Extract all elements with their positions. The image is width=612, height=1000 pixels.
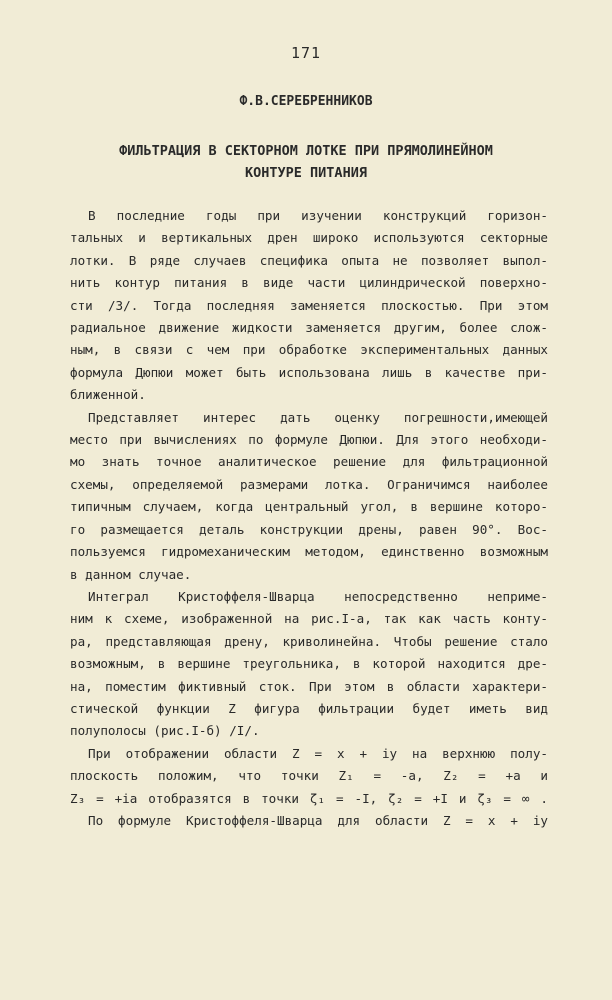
title-line: КОНТУРЕ ПИТАНИЯ — [245, 165, 367, 181]
text-line: го размещается деталь конструкции дрены, равен 90°. Вос- — [70, 521, 548, 537]
text-line: плоскость положим, что точки Z₁ = -a, Z₂ = +a и — [70, 768, 548, 784]
text-line: типичным случаем, когда центральный угол, в вершине которо- — [70, 499, 548, 515]
text-line: лотки. В ряде случаев специфика опыта не позволяет выпол- — [70, 252, 548, 268]
text-line: Интеграл Кристоффеля-Шварца непосредственно непримe- — [88, 588, 548, 604]
text-line: ним к схеме, изображенной на рис.I-а, так как часть конту- — [70, 611, 548, 627]
text-line: место при вычислениях по формуле Дюпюи. Для этого необходи- — [70, 432, 548, 448]
text-line: в данном случае. — [70, 566, 192, 582]
text-line: стической функции Z фигура фильтрации будет иметь вид — [70, 700, 548, 716]
text-line: ближенной. — [70, 387, 146, 403]
text-line: ным, в связи с чем при обработке экспериментальных данных — [70, 342, 548, 358]
text-line: полуполосы (рис.I-б) /I/. — [70, 723, 260, 739]
text-line: При отображении области Z = x + iy на верхнюю полу- — [88, 745, 548, 761]
article-title — [0, 140, 612, 184]
text-line: Z₃ = +ia отобразятся в точки ζ₁ = -I, ζ₂ = +I и ζ₃ = ∞ . — [70, 790, 548, 806]
text-line: ра, представляющая дрену, криволинейна. Чтобы решение стало — [70, 633, 548, 649]
text-line: радиальное движение жидкости заменяется другим, более слож- — [70, 320, 548, 336]
text-line: Представляет интерес дать оценку погрешности,имеющей — [88, 409, 548, 425]
text-line: сти /3/. Тогда последняя заменяется плоскостью. При этом — [70, 297, 548, 313]
text-line: пользуемся гидромеханическим методом, единственно возможным — [70, 544, 548, 560]
text-line: По формуле Кристоффеля-Шварца для области Z = x + iy — [88, 812, 548, 828]
text-line: схемы, определяемой размерами лотка. Ограничимся наиболее — [70, 476, 548, 492]
page-number: 171 — [290, 44, 322, 62]
text-line: В последние годы при изучении конструкций горизон- — [88, 208, 548, 223]
author-name: Ф.В.СЕРЕБРЕННИКОВ — [239, 94, 373, 109]
title-line: ФИЛЬТРАЦИЯ В СЕКТОРНОМ ЛОТКЕ ПРИ ПРЯМОЛИНЕЙНОМ — [119, 143, 493, 159]
text-line: на, поместим фиктивный сток. При этом в области характери- — [70, 678, 548, 694]
body-text — [70, 205, 548, 832]
text-line: мо знать точное аналитическое решение для фильтрационной — [70, 454, 548, 470]
text-line: тальных и вертикальных дрен широко используются секторные — [70, 230, 548, 246]
text-line: формула Дюпюи может быть использована лишь в качестве при- — [70, 364, 548, 380]
text-line: возможным, в вершине треугольника, в которой находится дре- — [70, 656, 548, 672]
text-line: нить контур питания в виде части цилиндрической поверхно- — [70, 275, 548, 291]
